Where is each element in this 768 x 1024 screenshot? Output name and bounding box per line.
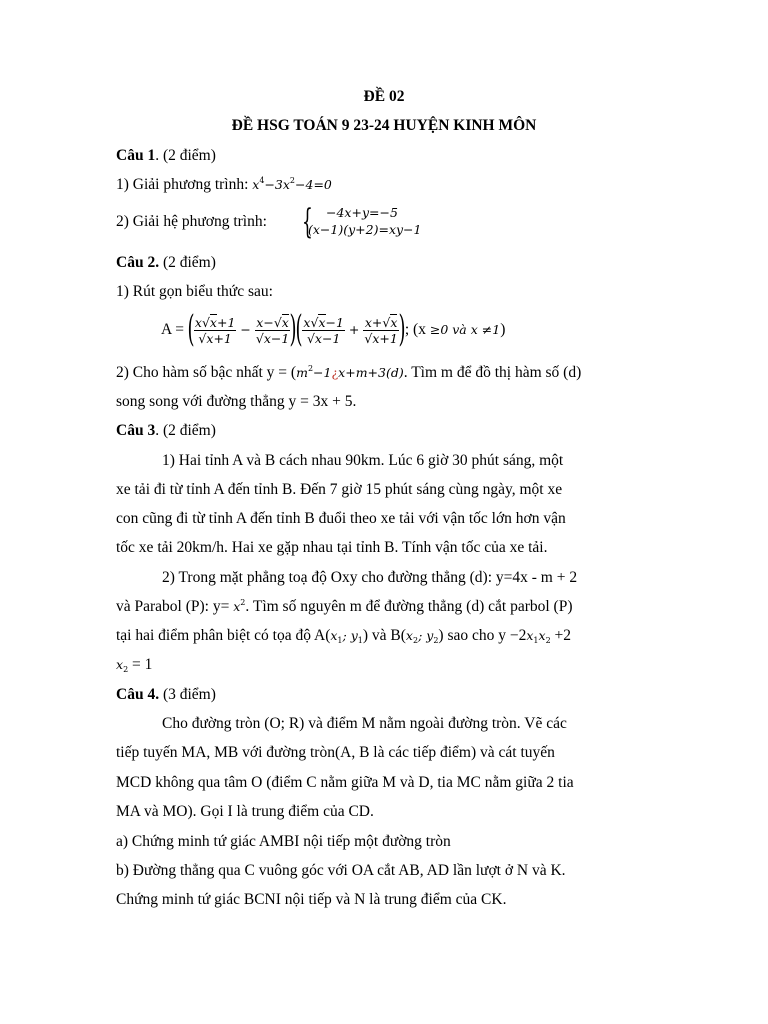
parabol-expr: $x^2$ [233, 598, 246, 614]
q4-l4: MA và MO). Gọi I là trung điểm của CD. [116, 803, 374, 820]
q2-heading [116, 254, 216, 272]
q3-heading [116, 422, 216, 440]
q1-part1 [116, 176, 332, 194]
exam-code: ĐỀ 02 [363, 88, 405, 105]
q2-expression: A = ( $\frac{x√x+1}{√x+1}$ − $\frac{x-√x}{√x-1}$ )( $\frac{x√x-1}{√x-1}$ + $\frac{x+√x}{√x+1}$ ); (x ≥0 và x ≠1) [161, 309, 506, 351]
q4-b2: Chứng minh tứ giác BCNI nội tiếp và N là trung điểm của CK. [116, 891, 507, 908]
q1-points: . (2 điểm) [155, 147, 216, 164]
cond-math: ≥0 và x ≠1 [429, 322, 501, 337]
q1-part2 [116, 213, 267, 231]
q2-part2-line2: song song với đường thẳng y = 3x + 5. [116, 393, 357, 410]
q2-function: $m^2-1¿x+m+3(d)$ [296, 364, 404, 380]
q1-label: Câu 1 [116, 147, 156, 164]
q2-part1: 1) Rút gọn biểu thức sau: [116, 283, 273, 300]
system-eq1: −4x+y=−5 [326, 205, 398, 220]
q4-l1: Cho đường tròn (O; R) và điểm M nằm ngoài đường tròn. Vẽ các [162, 715, 567, 732]
q4-l3: MCD không qua tâm O (điểm C nằm giữa M và D, tia MC nằm giữa 2 tia [116, 774, 574, 791]
q2-part2-line1 [116, 364, 581, 382]
q3-p2-l1: 2) Trong mặt phẳng toạ độ Oxy cho đường thẳng (d): y=4x - m + 2 [162, 569, 578, 586]
q4-points: (3 điểm) [159, 686, 216, 703]
q1-heading [116, 147, 216, 165]
q1-part1-text: 1) Giải phương trình: [116, 176, 253, 193]
q3-p2-l4: $x_2 = 1$ [116, 656, 153, 674]
q4-b1: b) Đường thẳng qua C vuông góc với OA cắt AB, AD lần lượt ở N và K. [116, 862, 566, 879]
system-brace: { [302, 202, 313, 242]
q2-points: (2 điểm) [159, 254, 216, 271]
q3-p2-l3b: ) và B( [362, 627, 406, 644]
cond-prefix: ; (x [404, 321, 430, 338]
q1-part2-text: 2) Giải hệ phương trình: [116, 213, 267, 230]
q3-points: . (2 điểm) [155, 422, 216, 439]
q3-p2-l2 [116, 598, 573, 616]
q3-p2-l3a: tại hai điểm phân biệt có tọa độ A( [116, 627, 331, 644]
q1-system [302, 204, 442, 240]
q4-label: Câu 4. [116, 686, 160, 703]
system-eq2: (x−1)(y+2)=xy−1 [308, 222, 422, 237]
q3-p2-l3d: +2 [550, 627, 572, 644]
q3-label: Câu 3 [116, 422, 156, 439]
q2-part2-a: 2) Cho hàm số bậc nhất y = ( [116, 364, 297, 381]
q2-label: Câu 2. [116, 254, 160, 271]
q3-p1-l1: 1) Hai tỉnh A và B cách nhau 90km. Lúc 6 giờ 30 phút sáng, một [162, 452, 564, 469]
q3-p1-l2: xe tải đi từ tỉnh A đến tỉnh B. Đến 7 giờ 15 phút sáng cùng ngày, một xe [116, 481, 563, 498]
q4-l2: tiếp tuyến MA, MB với đường tròn(A, B là các tiếp điểm) và cát tuyến [116, 744, 555, 761]
exam-title: ĐỀ HSG TOÁN 9 23-24 HUYỆN KINH MÔN [231, 117, 537, 134]
q1-equation: $x^4-3x^2-4=0$ [252, 176, 332, 192]
cond-suffix: ) [500, 321, 506, 338]
q3-p1-l4: tốc xe tải 20km/h. Hai xe gặp nhau tại tỉnh B. Tính vận tốc của xe tải. [116, 539, 548, 556]
q3-p2-l4-text: = 1 [128, 656, 153, 673]
q4-a: a) Chứng minh tứ giác AMBI nội tiếp một đường tròn [116, 833, 451, 850]
q3-p2-l3c: ) sao cho y −2 [438, 627, 527, 644]
q3-p2-l2b: . Tìm số nguyên m để đường thẳng (d) cắt parbol (P) [245, 598, 573, 615]
q3-p2-l3: tại hai điểm phân biệt có tọa độ $A(x_1$; $y_1$) và $B(x_2$; $y_2$) sao cho $y -2x_1x_2 +2$ [116, 627, 572, 645]
q3-p2-l2a: và Parabol (P): y= [116, 598, 234, 615]
q2-part2-b: . Tìm m để đồ thị hàm số (d) [403, 364, 582, 381]
q4-heading [116, 686, 216, 704]
expr-prefix: A = [161, 321, 188, 338]
q3-p1-l3: con cũng đi từ tỉnh A đến tỉnh B đuổi theo xe tải với vận tốc lớn hơn vận [116, 510, 566, 527]
